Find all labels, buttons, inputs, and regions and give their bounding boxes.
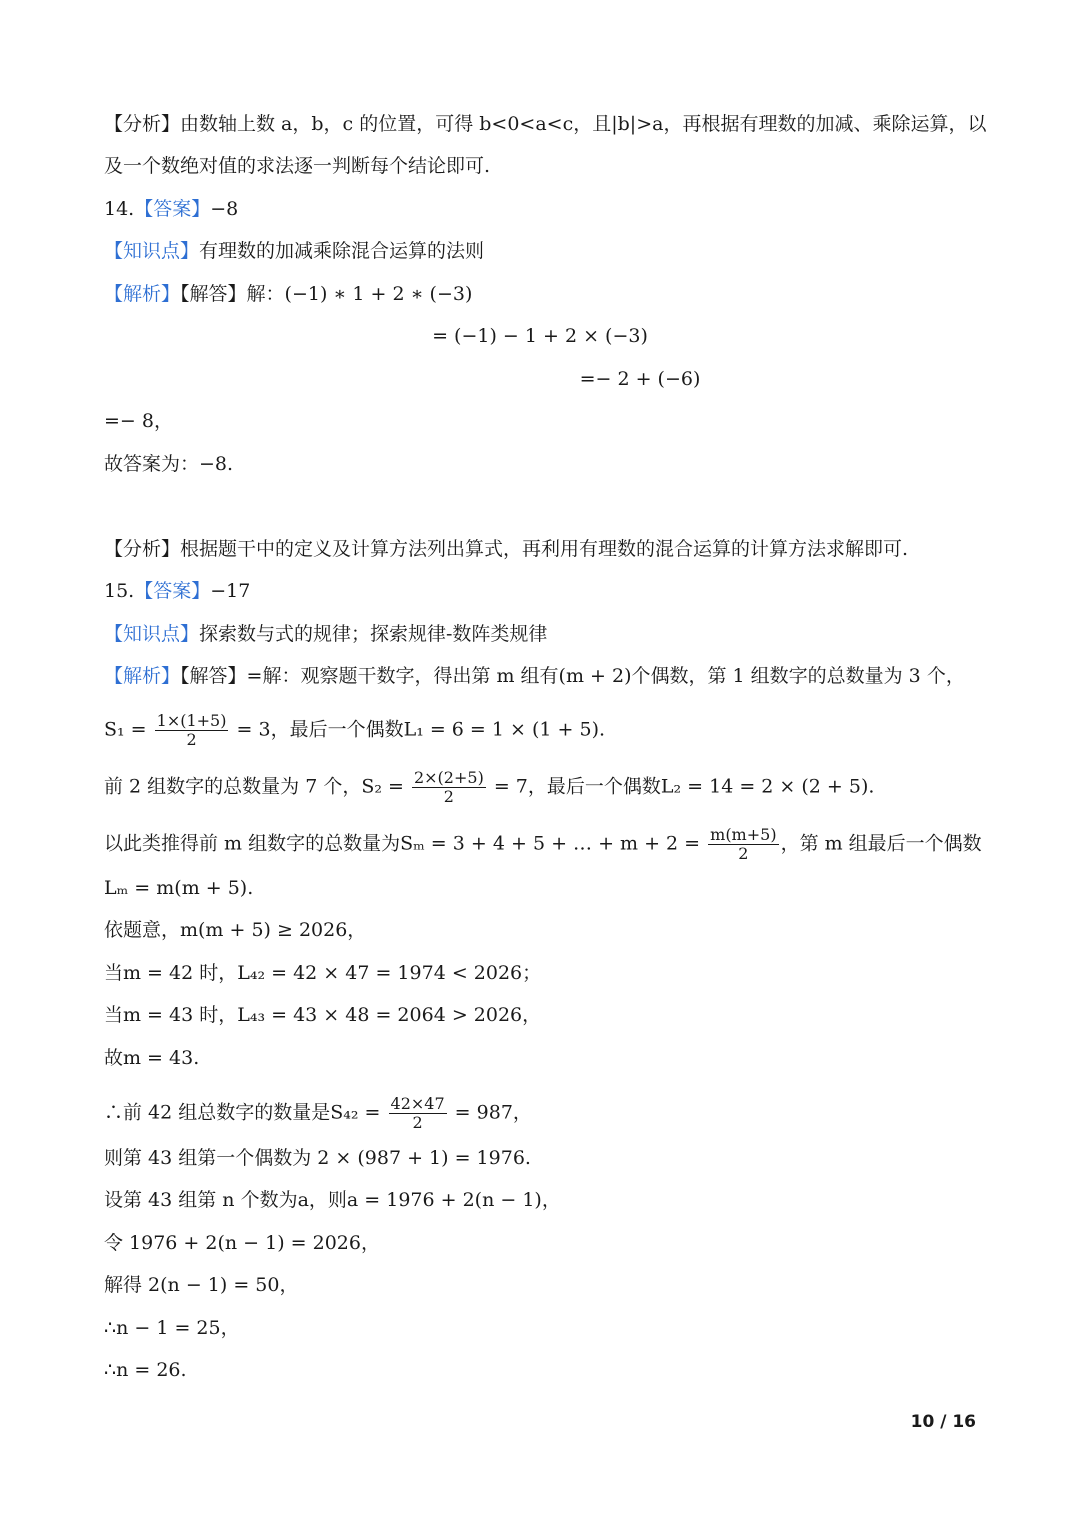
solution-14-conclusion: 故答案为：−8. — [104, 453, 234, 475]
solution-15-eq: 令 1976 + 2(n − 1) = 2026， — [104, 1232, 380, 1254]
answer-14: 14.【答案】−8 — [104, 198, 239, 220]
solution-15-s2: 前 2 组数字的总数量为 7 个，S₂ = $\frac{2\times(2+5)}{2}$ = 7，最后一个偶数L₂ = 14 = 2 × (2 + 5). — [104, 768, 875, 806]
analysis-13-cont: 及一个数绝对值的求法逐一判断每个结论即可. — [104, 155, 491, 177]
solution-15-n1: ∴n − 1 = 25， — [104, 1317, 240, 1339]
solution-15-lm: Lₘ = m(m + 5). — [104, 877, 254, 899]
solution-14-step2: =− 2 + (−6) — [579, 368, 701, 390]
solution-15-a: 设第 43 组第 n 个数为a，则a = 1976 + 2(n − 1)， — [104, 1189, 561, 1211]
solution-15-sm: 以此类推得前 m 组数字的总数量为Sₘ = 3 + 4 + 5 + … + m + 2 = $\frac{m(m+5)}{2}$ ，第 m 组最后一个偶数 — [104, 825, 982, 863]
solution-15-m43: 当m = 43 时，L₄₃ = 43 × 48 = 2064 > 2026， — [104, 1004, 542, 1026]
solution-15-cond: 依题意，m(m + 5) ≥ 2026， — [104, 919, 367, 941]
solution-14-step3: =− 8， — [104, 410, 173, 432]
fraction: $\frac{42\times 47}{2}$ — [390, 1094, 445, 1132]
solution-14: 【解析】【解答】解：(−1) ∗ 1 + 2 ∗ (−3) — [104, 283, 473, 305]
fraction: $\frac{1\times(1+5)}{2}$ — [156, 711, 227, 749]
solution-15-s1: S₁ = $\frac{1\times(1+5)}{2}$ = 3，最后一个偶数L₁ = 6 = 1 × (1 + 5). — [104, 711, 606, 749]
solution-15-s42: ∴前 42 组总数字的数量是S₄₂ = $\frac{42\times 47}{2}$ = 987， — [104, 1094, 532, 1132]
solution-15-solve: 解得 2(n − 1) = 50， — [104, 1274, 299, 1296]
solution-14-step1: = (−1) − 1 + 2 × (−3) — [432, 325, 648, 347]
fraction: $\frac{2\times(2+5)}{2}$ — [413, 768, 484, 806]
solution-15-n: ∴n = 26. — [104, 1359, 187, 1381]
solution-15-m: 故m = 43. — [104, 1047, 200, 1069]
page-number: 10 / 16 — [910, 1412, 976, 1432]
solution-15-first: 则第 43 组第一个偶数为 2 × (987 + 1) = 1976. — [104, 1147, 531, 1169]
analysis-13: 【分析】由数轴上数 a，b，c 的位置，可得 b<0<a<c，且|b|>a，再根据有理数的加减、乘除运算，以 — [104, 113, 987, 135]
knowledge-15: 【知识点】探索数与式的规律；探索规律-数阵类规律 — [104, 623, 548, 645]
solution-15: 【解析】【解答】=解：观察题干数字，得出第 m 组有(m + 2)个偶数，第 1 组数字的总数量为 3 个， — [104, 665, 965, 687]
solution-15-m42: 当m = 42 时，L₄₂ = 42 × 47 = 1974 < 2026； — [104, 962, 542, 984]
analysis-14: 【分析】根据题干中的定义及计算方法列出算式，再利用有理数的混合运算的计算方法求解即可. — [104, 538, 909, 560]
answer-15: 15.【答案】−17 — [104, 580, 251, 602]
knowledge-14: 【知识点】有理数的加减乘除混合运算的法则 — [104, 240, 485, 262]
fraction: $\frac{m(m+5)}{2}$ — [710, 825, 777, 863]
